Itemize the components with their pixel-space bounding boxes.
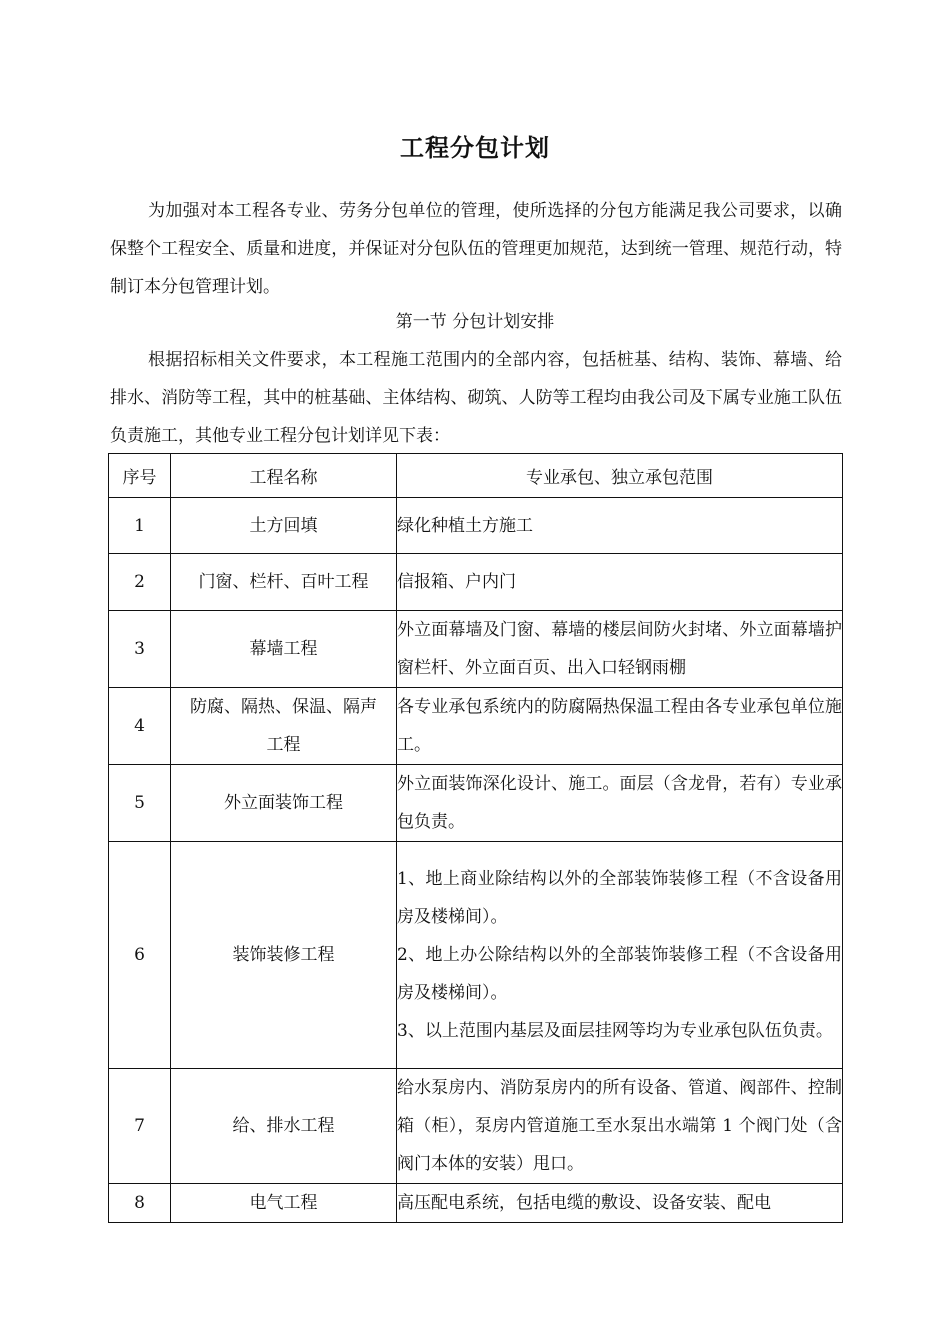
scope-line: 绿化种植土方施工 <box>397 515 533 536</box>
table-row <box>109 842 843 1069</box>
scope-line: 高压配电系统，包括电缆的敷设、设备安装、配电 <box>397 1193 771 1213</box>
scope-line: 外立面装饰深化设计、施工。面层（含龙骨，若有）专业承包负责。 <box>397 774 842 832</box>
scope-line: 3、以上范围内基层及面层挂网等均为专业承包队伍负责。 <box>397 1021 833 1041</box>
row-no: 6 <box>109 842 171 1069</box>
row-scope <box>397 498 843 554</box>
subcontract-plan-table <box>108 453 843 1223</box>
table-row <box>109 1069 843 1184</box>
row-scope <box>397 842 843 1069</box>
row-name-text: 防腐、隔热、保温、隔声工程 <box>190 697 377 755</box>
table-row <box>109 688 843 765</box>
row-name <box>171 765 397 842</box>
scope-line: 给水泵房内、消防泵房内的所有设备、管道、阀部件、控制箱（柜），泵房内管道施工至水泵出水端第 1 个阀门处（含阀门本体的安装）甩口。 <box>397 1078 842 1174</box>
header-name: 工程名称 <box>171 454 397 498</box>
row-no: 8 <box>109 1184 171 1223</box>
row-name-text: 外立面装饰工程 <box>224 793 343 813</box>
row-name-text: 土方回填 <box>249 515 318 536</box>
row-scope <box>397 1184 843 1223</box>
row-scope <box>397 1069 843 1184</box>
table-header-row <box>109 454 843 498</box>
header-scope: 专业承包、独立承包范围 <box>397 454 843 498</box>
row-no: 1 <box>109 498 171 554</box>
intro-paragraph: 为加强对本工程各专业、劳务分包单位的管理，使所选择的分包方能满足我公司要求，以确保整个工程安全、质量和进度，并保证对分包队伍的管理更加规范，达到统一管理、规范行动，特制订本分包管理计划。 <box>110 201 842 297</box>
row-name <box>171 842 397 1069</box>
table-row <box>109 498 843 554</box>
row-no: 3 <box>109 611 171 688</box>
body-paragraph: 根据招标相关文件要求，本工程施工范围内的全部内容，包括桩基、结构、装饰、幕墙、给排水、消防等工程，其中的桩基础、主体结构、砌筑、人防等工程均由我公司及下属专业施工队伍负责施工，其他专业工程分包计划详见下表： <box>110 350 842 446</box>
scope-line: 信报箱、户内门 <box>397 572 516 592</box>
table-row <box>109 554 843 611</box>
row-scope <box>397 611 843 688</box>
table-row <box>109 1184 843 1223</box>
table-row <box>109 765 843 842</box>
row-no: 7 <box>109 1069 171 1184</box>
row-scope <box>397 554 843 611</box>
row-no: 2 <box>109 554 171 611</box>
row-name <box>171 1069 397 1184</box>
row-scope <box>397 688 843 765</box>
row-name-text: 幕墙工程 <box>249 639 318 659</box>
row-name <box>171 611 397 688</box>
row-name <box>171 498 397 554</box>
row-name <box>171 554 397 611</box>
row-name-text: 门窗、栏杆、百叶工程 <box>198 572 369 592</box>
row-no: 5 <box>109 765 171 842</box>
row-scope <box>397 765 843 842</box>
scope-line: 1、地上商业除结构以外的全部装饰装修工程（不含设备用房及楼梯间）。 <box>397 869 842 927</box>
document-title: 工程分包计划 <box>400 134 550 162</box>
scope-line: 各专业承包系统内的防腐隔热保温工程由各专业承包单位施工。 <box>397 697 842 755</box>
row-name <box>171 688 397 765</box>
row-no: 4 <box>109 688 171 765</box>
row-name-text: 电气工程 <box>249 1193 318 1213</box>
table-row <box>109 611 843 688</box>
row-name <box>171 1184 397 1223</box>
scope-line: 外立面幕墙及门窗、幕墙的楼层间防火封堵、外立面幕墙护窗栏杆、外立面百页、出入口轻钢雨棚 <box>397 620 842 678</box>
row-name-text: 给、排水工程 <box>232 1116 335 1136</box>
section-heading: 第一节 分包计划安排 <box>395 312 555 332</box>
header-no: 序号 <box>109 454 171 498</box>
row-name-text: 装饰装修工程 <box>232 945 335 965</box>
scope-line: 2、地上办公除结构以外的全部装饰装修工程（不含设备用房及楼梯间）。 <box>397 945 842 1003</box>
